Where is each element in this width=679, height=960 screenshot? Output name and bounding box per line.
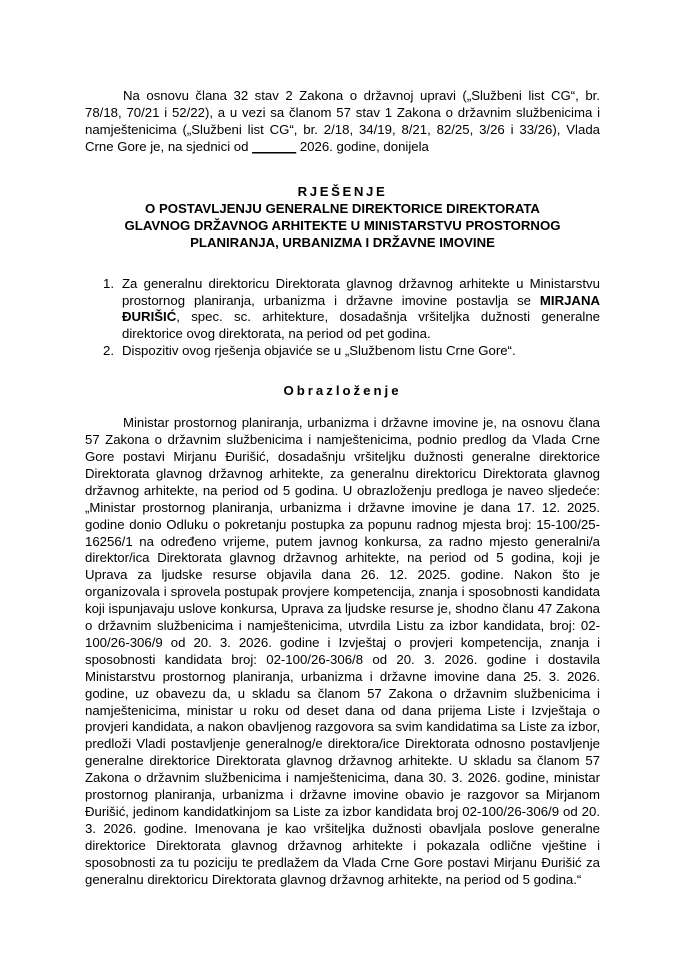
title-line-2: O POSTAVLJENJU GENERALNE DIREKTORICE DIREKTORATA — [145, 200, 540, 216]
document-title — [85, 183, 600, 251]
list-item — [85, 276, 600, 344]
intro-paragraph-text: Na osnovu člana 32 stav 2 Zakona o državnoj upravi („Službeni list CG“, br. 78/18, 70/21 i 52/22), a u vezi sa članom 57 stav 1 Zakona o državnim službenicima i namještenicima („Službeni list CG“, br. 2/18, 34/19, 8/21, 82/25, 3/26 i 33/26), Vlada Crne Gore je, na sjednici od — [85, 88, 600, 154]
list-item-marker: 1. — [103, 275, 114, 291]
intro-blank-field[interactable]: ______ — [252, 138, 297, 154]
intro-paragraph-tail: 2026. godine, donijela — [299, 138, 429, 154]
title-line-1: RJEŠENJE — [297, 183, 388, 199]
list-item — [85, 343, 600, 360]
explanation-paragraph: Ministar prostornog planiranja, urbanizma i državne imovine je, na osnovu člana 57 Zakona o državnim službenicima i namještenicima, podnio predlog da Vlada Crne Gore postavi Mirjanu Đurišić, dosadašnju vršiteljku dužnosti generalne direktorice Direktorata glavnog državnog arhitekte, za generalnu direktoricu Direktorata glavnog državnog arhitekte, na period od 5 godina. U obrazloženju predloga je naveo sljedeće: „Ministar prostornog planiranja, urbanizma i državne imovine je dana 17. 12. 2025. godine donio Odluku o pokretanju postupka za popunu radnog mjesta broj: 15-100/25-16256/1 na određeno vrijeme, putem javnog konkursa, za radno mjesto generalni/a direktor/ica Direktorata glavnog državnog arhitekte, na period od 5 godina, koji je Uprava za ljudske resurse objavila dana 26. 12. 2025. godine. Nakon što je organizovala i sprovela postupak provjere kompetencija, znanja i sposobnosti kandidata koji ispunjavaju uslove konkursa, Uprava za ljudske resurse je, shodno članu 47 Zakona o državnim službenicima i namještenicima, utvrdila Listu za izbor kandidata, broj: 02-100/26-306/9 od 20. 3. 2026. godine i Izvještaj o provjeri kompetencija, znanja i sposobnosti kandidata broj: 02-100/26-306/8 od 20. 3. 2026. godine i dostavila Ministarstvu prostornog planiranja, urbanizma i državne imovine dana 25. 3. 2026. godine, uz obavezu da, u skladu sa članom 57 Zakona o državnim službenicima i namještenicima, ministar u roku od deset dana od dana prijema Liste i Izvještaja o provjeri kandidata, a nakon obavljenog razgovora sa svim kandidatima sa Liste za izbor, predloži Vladi postavljenje generalnog/e direktora/ice Direktorata odnosno postavljenje generalne direktorice Direktorata glavnog državnog arhitekte. U skladu sa članom 57 Zakona o državnim službenicima i namještenicima, dana 30. 3. 2026. godine, ministar prostornog planiranja, urbanizma i državne imovine obavio je razgovor sa Mirjanom Đurišić, jedinom kandidatkinjom sa Liste za izbor kandidata broj 02-100/26-306/9 od 20. 3. 2026. godine. Imenovana je kao vršiteljka dužnosti obavljala poslove generalne direktorice Direktorata glavnog državnog arhitekte i pokazala odlične vještine i sposobnosti za tu poziciju te predlažem da Vlada Crne Gore postavi Mirjanu Đurišić za generalnu direktoricu Direktorata glavnog državnog arhitekte, na period od 5 godina.“ — [85, 415, 600, 887]
title-line-3: GLAVNOG DRŽAVNOG ARHITEKTE U MINISTARSTVU PROSTORNOG — [124, 217, 561, 233]
document-body — [85, 88, 600, 889]
intro-paragraph — [85, 88, 600, 156]
list-item-text-after-name: , spec. sc. arhitekture, dosadašnja vršiteljka dužnosti generalne direktorice ovog direktorata, na period od pet godina. — [122, 309, 600, 342]
explanation-heading: Obrazloženje — [283, 383, 402, 399]
list-item-text-before-name: Dispozitiv ovog rješenja objaviće se u „Službenom listu Crne Gore“. — [122, 343, 516, 359]
title-line-4: PLANIRANJA, URBANIZMA I DRŽAVNE IMOVINE — [190, 234, 495, 250]
list-item-text-before-name: Za generalnu direktoricu Direktorata glavnog državnog arhitekte u Ministarstvu prostornog planiranja, urbanizma i državne imovine postavlja se — [122, 275, 600, 308]
decision-list — [85, 276, 600, 361]
appointee-name: MIRJANA ĐURIŠIĆ — [122, 292, 600, 325]
list-item-marker: 2. — [103, 343, 114, 359]
